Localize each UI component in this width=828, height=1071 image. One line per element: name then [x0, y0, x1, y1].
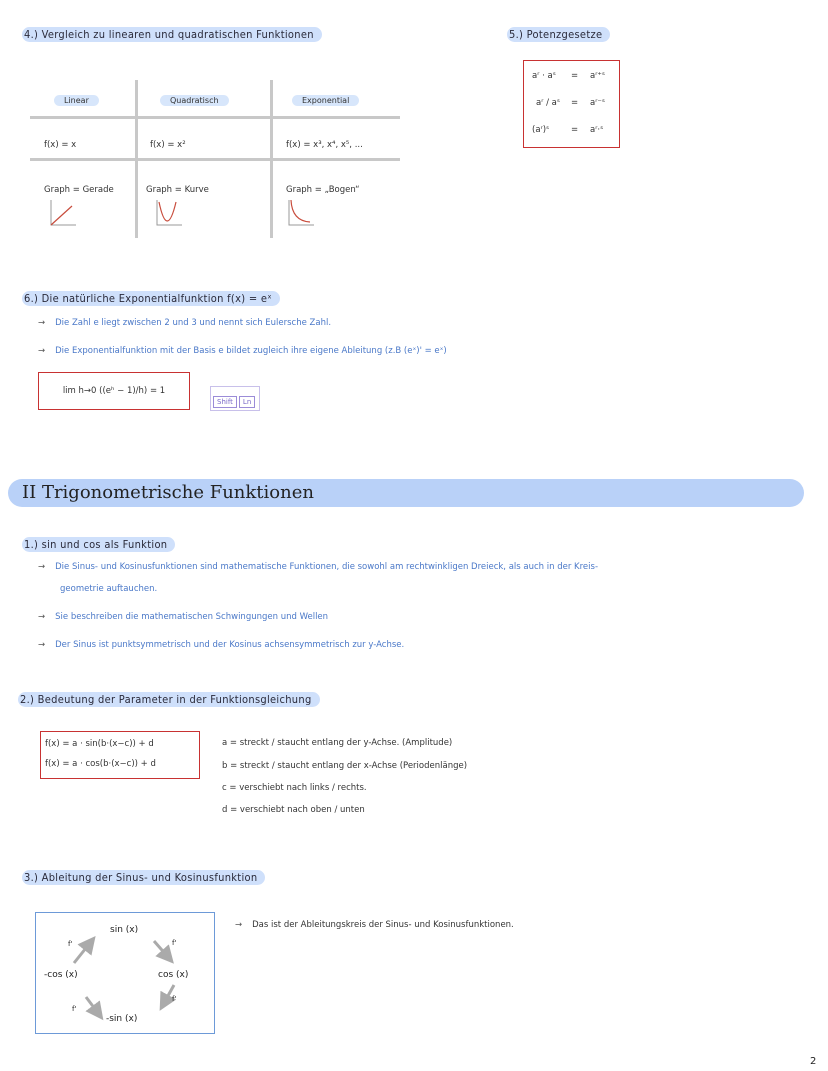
param-c: c = verschiebt nach links / rechts. [222, 783, 367, 793]
exponential-graph-sketch [286, 198, 316, 228]
power-law-2-rhs: aʳ⁻ˢ [590, 98, 606, 108]
cell-graph-linear: Graph = Gerade [44, 185, 114, 195]
bullet: → Der Sinus ist punktsymmetrisch und der Kosinus achsensymmetrisch zur y-Achse. [38, 640, 405, 650]
bullet-continuation: geometrie auftauchen. [60, 584, 158, 594]
section-4-title: 4.) Vergleich zu linearen und quadratischen Funktionen [22, 27, 322, 42]
arrow-icon: → [38, 640, 46, 650]
bullet: → Sie beschreiben die mathematischen Schwingungen und Wellen [38, 612, 329, 622]
header-quadratic: Quadratisch [160, 95, 229, 106]
power-law-1-lhs: aʳ · aˢ [532, 71, 556, 81]
param-b: b = streckt / staucht entlang der x-Achse (Periodenlänge) [222, 761, 468, 771]
sine-formula: f(x) = a · sin(b·(x−c)) + d [45, 739, 154, 749]
bullet: → Die Zahl e liegt zwischen 2 und 3 und nennt sich Eulersche Zahl. [38, 318, 332, 328]
derivative-label: f' [72, 1005, 77, 1013]
power-laws-box: aʳ · aˢ = aʳ⁺ˢ aʳ / aˢ = aʳ⁻ˢ (aʳ)ˢ = aʳ·ˢ [523, 60, 620, 148]
arrow-icon: → [38, 612, 46, 622]
limit-formula-box [38, 372, 190, 410]
cycle-arrow-3 [86, 997, 98, 1013]
param-a: a = streckt / staucht entlang der y-Achse. (Amplitude) [222, 738, 453, 748]
cell-f-exponential: f(x) = x³, x⁴, x⁵, ... [286, 140, 363, 150]
page-number: 2 [810, 1056, 817, 1067]
header-exponential: Exponential [292, 95, 359, 106]
arrow-icon: → [38, 318, 46, 328]
param-d: d = verschiebt nach oben / unten [222, 805, 365, 815]
table-divider [30, 158, 400, 161]
bullet: → Die Exponentialfunktion mit der Basis e bildet zugleich ihre eigene Ableitung (z.B (eˣ)' = eˣ) [38, 346, 447, 356]
function-formulas-box [40, 731, 200, 779]
shift-key: Shift [213, 396, 237, 408]
table-divider [30, 116, 400, 119]
power-law-1-rhs: aʳ⁺ˢ [590, 71, 606, 81]
calculator-keys [210, 386, 260, 411]
cycle-note: → Das ist der Ableitungskreis der Sinus- und Kosinusfunktionen. [235, 920, 514, 930]
ln-key: Ln [239, 396, 255, 408]
subsection-3-title: 3.) Ableitung der Sinus- und Kosinusfunktion [22, 870, 265, 885]
header-linear: Linear [54, 95, 99, 106]
power-law-3-lhs: (aʳ)ˢ [532, 125, 550, 135]
derivative-label: f' [172, 995, 177, 1003]
quadratic-graph-sketch [154, 198, 184, 228]
cycle-cos: cos (x) [158, 970, 189, 980]
cell-graph-quadratic: Graph = Kurve [146, 185, 209, 195]
limit-formula: lim h→0 ((eʰ − 1)/h) = 1 [62, 386, 166, 396]
cell-f-quadratic: f(x) = x² [150, 140, 186, 150]
power-law-3-rhs: aʳ·ˢ [590, 125, 604, 135]
derivative-label: f' [68, 940, 73, 948]
power-law-2-lhs: aʳ / aˢ [536, 98, 561, 108]
cycle-neg-sin: -sin (x) [106, 1014, 138, 1024]
derivative-cycle-box [35, 912, 215, 1034]
derivative-label: f' [172, 939, 177, 947]
cycle-arrows [36, 913, 214, 1033]
subsection-2-title: 2.) Bedeutung der Parameter in der Funktionsgleichung [18, 692, 320, 707]
arrow-icon: → [38, 346, 46, 356]
cosine-formula: f(x) = a · cos(b·(x−c)) + d [45, 759, 156, 769]
chapter-title: II Trigonometrische Funktionen [8, 479, 804, 507]
arrow-icon: → [235, 920, 243, 930]
linear-graph-sketch [48, 198, 78, 228]
cell-f-linear: f(x) = x [44, 140, 77, 150]
cell-graph-exponential: Graph = „Bogen“ [286, 185, 360, 195]
subsection-1-title: 1.) sin und cos als Funktion [22, 537, 175, 552]
cycle-arrow-4 [74, 943, 90, 963]
cycle-sin: sin (x) [110, 925, 139, 935]
section-6-title: 6.) Die natürliche Exponentialfunktion f(x) = eˣ [22, 291, 280, 306]
section-5-title: 5.) Potenzgesetze [507, 27, 610, 42]
cycle-arrow-1 [154, 941, 168, 957]
bullet: → Die Sinus- und Kosinusfunktionen sind mathematische Funktionen, die sowohl am rechtwinkligen Dreieck, als auch in der Kreis- [38, 562, 599, 572]
cycle-neg-cos: -cos (x) [44, 970, 78, 980]
arrow-icon: → [38, 562, 46, 572]
comparison-table [30, 80, 405, 240]
